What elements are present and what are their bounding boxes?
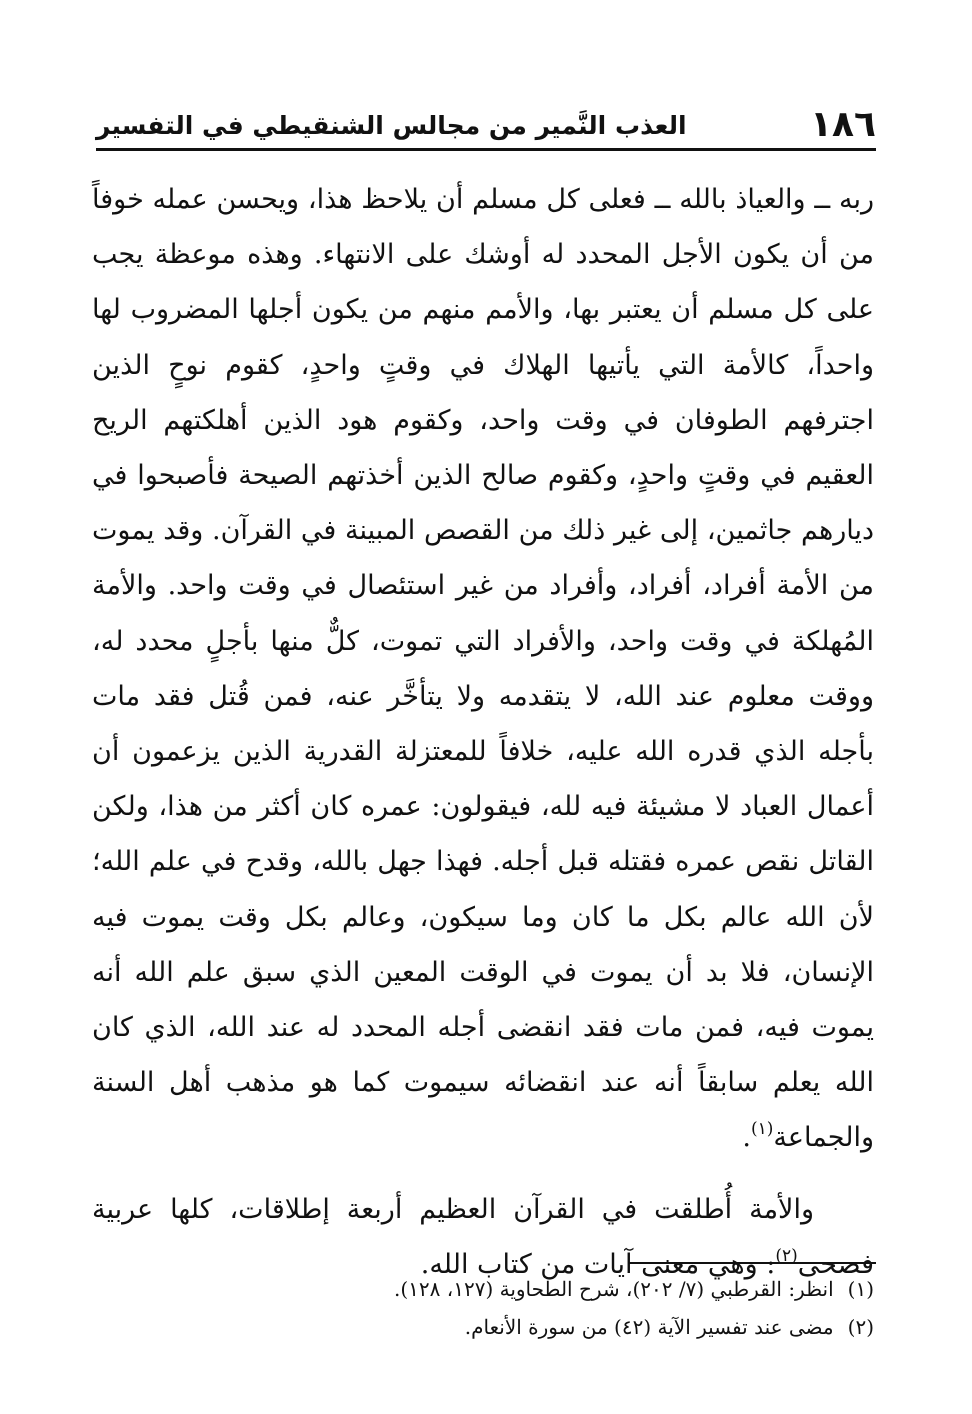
footnotes — [92, 1270, 874, 1346]
footnote — [92, 1308, 874, 1346]
paragraph-end: . — [742, 1122, 751, 1154]
paragraph — [92, 172, 874, 1170]
paragraph-end: : وهي معنى آيات من كتاب الله. — [420, 1248, 776, 1280]
footnote-separator — [628, 1262, 876, 1264]
footnote-reference: (٢) — [775, 1245, 798, 1266]
paragraph-text: والأمة أُطلقت في القرآن العظيم أربعة إطلاقات، كلها عربية فصحى — [92, 1193, 874, 1280]
footnote — [92, 1270, 874, 1308]
running-title: العذب النَّمير من مجالس الشنقيطي في التفسير — [96, 111, 687, 140]
page-number: ١٨٦ — [810, 104, 876, 145]
footnote-reference: (١) — [750, 1119, 774, 1140]
paragraph-text: ربه ــ والعياذ بالله ــ فعلى كل مسلم أن يلاحظ هذا، ويحسن عمله خوفاً من أن يكون الأجل المحدد له أوشك على الانتهاء. وهذه موعظة يجب على كل مسلم أن يعتبر بها، والأمم منهم من يكون أجلها المضروب لها واحداً، كالأمة التي يأتيها الهلاك في وقتٍ واحدٍ، كقوم نوحٍ الذين اجترفهم الطوفان في وقت واحد، وكقوم هود الذين أهلكتهم الريح العقيم في وقتٍ واحدٍ، وكقوم صالح الذين أخذتهم الصيحة فأصبحوا في ديارهم جاثمين، إلى غير ذلك من القصص المبينة في القرآن. وقد يموت من الأمة أفراد، أفراد، وأفراد من غير استئصال في وقت واحد. والأمة المُهلكة في وقت واحد، والأفراد التي تموت، كلٌّ منها بأجلٍ محدد له، ووقت معلوم عند الله، لا يتقدمه ولا يتأخَّر عنه، فمن قُتل فقد مات بأجله الذي قدره الله عليه، خلافاً للمعتزلة القدرية الذين يزعمون أن أعمال العباد لا مشيئة فيه لله، فيقولون: عمره كان أكثر من هذا، ولكن القاتل نقص عمره فقتله قبل أجله. فهذا جهل بالله، وقدح في علم الله؛ لأن الله عالم بكل ما كان وما سيكون، وعالم بكل وقت يموت فيه الإنسان، فلا بد أن يموت في الوقت المعين الذي سبق علم الله أنه يموت فيه، فمن مات فقد انقضى أجله المحدد له عند الله، الذي كان الله يعلم سابقاً أنه عند انقضائه سيموت كما هو مذهب أهل السنة والجماعة — [92, 184, 874, 1154]
footnote-marker: (٢) — [847, 1315, 874, 1339]
main-text — [92, 172, 874, 1296]
page-header — [96, 100, 876, 151]
footnote-marker: (١) — [847, 1277, 874, 1301]
footnote-text: انظر: القرطبي (٧/ ٢٠٢)، شرح الطحاوية (١٢٧، ١٢٨). — [393, 1277, 834, 1301]
footnote-text: مضى عند تفسير الآية (٤٢) من سورة الأنعام. — [464, 1315, 834, 1339]
